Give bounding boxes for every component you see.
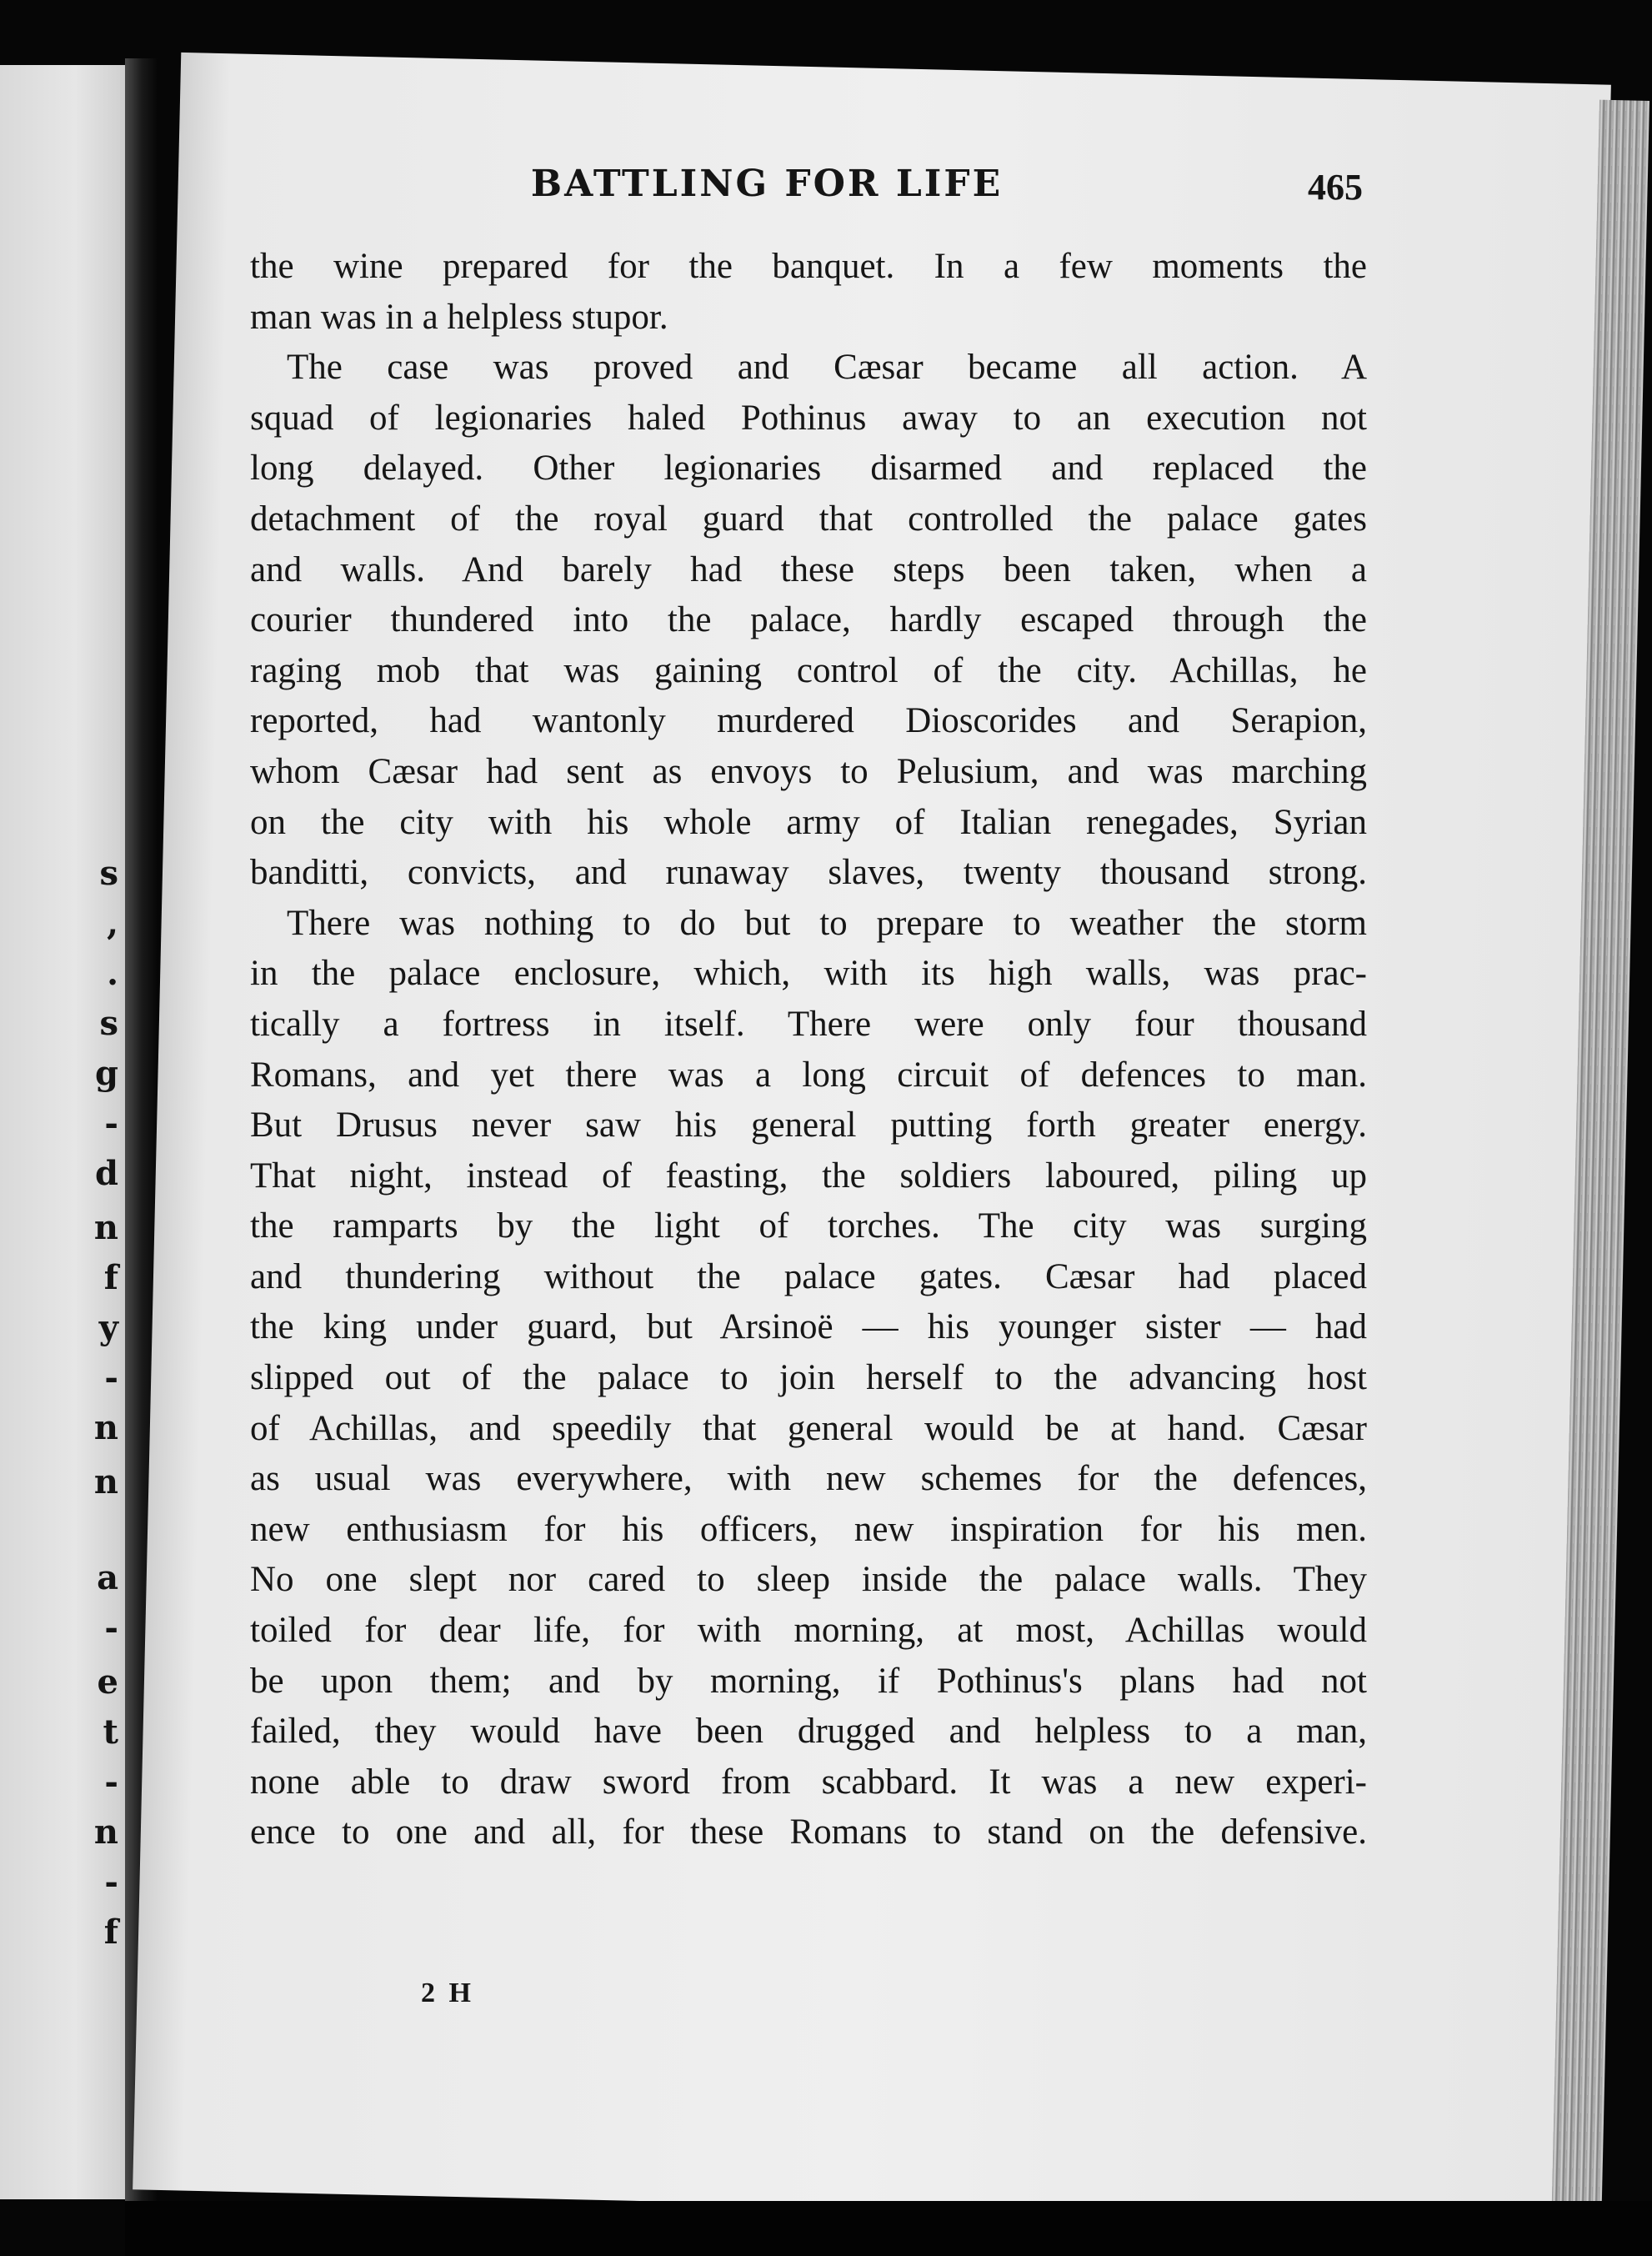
paragraph [250,343,1367,899]
left-page-fragment: - [104,1358,118,1397]
left-page-fragment: - [104,1762,118,1802]
left-page-fragment: n [93,1462,118,1501]
text-line: failed, they would have been drugged and helpless to a man, [250,1712,1367,1752]
left-page-fragment: y [98,1308,118,1347]
text-line: of Achillas, and speedily that general would be at hand. Cæsar [250,1408,1367,1448]
text-line: detachment of the royal guard that controlled the palace gates [250,499,1367,539]
text-line: toiled for dear life, for with morning, at most, Achillas would [250,1611,1367,1651]
left-page-fragment: . [107,954,118,993]
text-line: as usual was everywhere, with new schemes for the defences, [250,1459,1367,1499]
body-text [250,242,1367,1858]
text-line: banditti, convicts, and runaway slaves, twenty thousand strong. [250,853,1367,893]
paragraph [250,899,1367,1858]
text-line: No one slept nor cared to sleep inside the palace walls. They [250,1560,1367,1600]
left-page-fragment: f [103,1913,118,1952]
left-page-fragment: e [97,1662,118,1702]
text-line: in the palace enclosure, which, with its high walls, was prac- [250,954,1367,994]
text-line: the ramparts by the light of torches. The city was surging [250,1206,1367,1246]
bottom-shadow [125,2201,1652,2256]
left-page-fragment: , [107,904,118,943]
text-line: be upon them; and by morning, if Pothinus's plans had not [250,1661,1367,1701]
text-line: man was in a helpless stupor. [250,297,668,337]
left-page-fragment: n [93,1812,118,1852]
left-page-fragment: - [104,1104,118,1143]
text-line: and thundering without the palace gates. Cæsar had placed [250,1256,1367,1296]
running-head [433,163,1363,213]
text-line: But Drusus never saw his general putting forth greater energy. [250,1105,1367,1146]
text-line: ence to one and all, for these Romans to stand on the defensive. [250,1812,1367,1852]
left-facing-page [0,65,125,2199]
left-page-fragment: n [93,1408,118,1447]
text-line: the wine prepared for the banquet. In a few moments the [250,247,1367,286]
left-page-fragment: t [103,1712,118,1752]
signature-mark: 2 H [421,1978,474,2008]
text-line: tically a fortress in itself. There were only four thousand [250,1004,1367,1044]
left-page-fragment: g [95,1054,118,1093]
left-page-fragment: s [99,854,118,893]
chapter-title: BATTLING FOR LIFE [530,163,1004,205]
text-line: courier thundered into the palace, hardly escaped through the [250,600,1367,640]
text-line: That night, instead of feasting, the soldiers laboured, piling up [250,1156,1367,1196]
text-line: on the city with his whole army of Italian renegades, Syrian [250,802,1367,842]
left-page-fragment: a [97,1558,118,1597]
text-line: whom Cæsar had sent as envoys to Pelusium, and was marching [250,751,1367,791]
left-page-fragment: f [103,1258,118,1297]
text-line: squad of legionaries haled Pothinus away to an execution not [250,398,1367,438]
text-line: The case was proved and Cæsar became all action. A [287,348,1367,388]
text-line: slipped out of the palace to join herself to the advancing host [250,1358,1367,1398]
paragraph [250,242,1367,343]
text-line: and walls. And barely had these steps been taken, when a [250,549,1367,589]
left-page-fragment: - [104,1862,118,1902]
text-line: There was nothing to do but to prepare to weather the storm [287,903,1367,943]
text-line: Romans, and yet there was a long circuit of defences to man. [250,1055,1367,1095]
left-page-fragment: d [95,1154,118,1193]
text-line: raging mob that was gaining control of the city. Achillas, he [250,650,1367,690]
text-line: none able to draw sword from scabbard. It was a new experi- [250,1762,1367,1802]
text-line: new enthusiasm for his officers, new inspiration for his men. [250,1509,1367,1549]
left-page-fragment: s [99,1004,118,1043]
text-line: reported, had wantonly murdered Dioscorides and Serapion, [250,701,1367,741]
page-number: 465 [1308,167,1363,208]
text-line: long delayed. Other legionaries disarmed and replaced the [250,449,1367,489]
text-line: the king under guard, but Arsinoë — his younger sister — had [250,1307,1367,1347]
left-page-fragment: - [104,1608,118,1647]
left-page-fragment: n [93,1208,118,1247]
